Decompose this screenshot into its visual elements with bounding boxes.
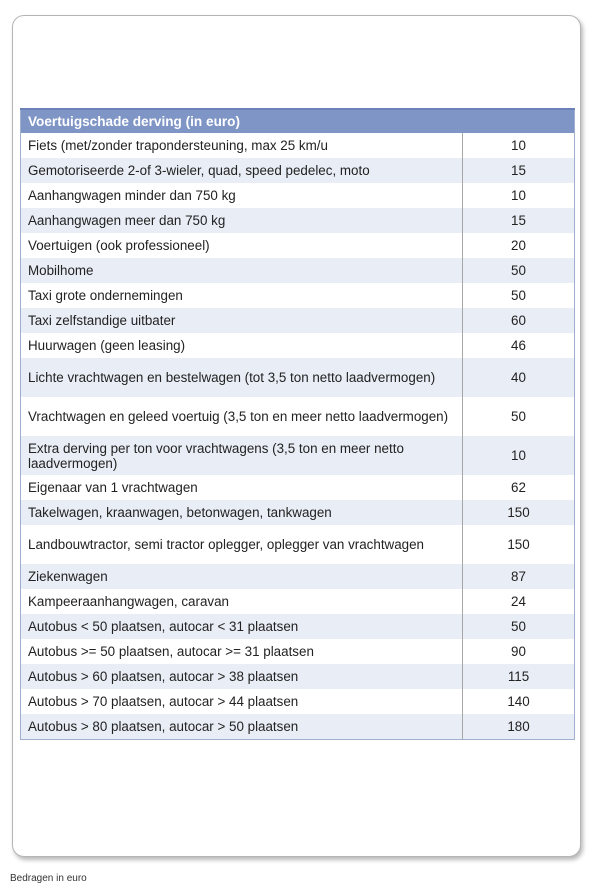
row-label: Vrachtwagen en geleed voertuig (3,5 ton en meer netto laadvermogen) [21,397,463,436]
table-row [21,308,575,333]
table-row [21,564,575,589]
table-row [21,589,575,614]
row-label: Autobus > 70 plaatsen, autocar > 44 plaatsen [21,689,463,714]
vehicle-damage-table [20,108,575,740]
row-label: Mobilhome [21,258,463,283]
table-card [12,15,581,857]
table-row [21,525,575,564]
caption: Bedragen in euro [10,873,87,884]
table-header: Voertuigschade derving (in euro) [21,109,575,133]
row-label: Gemotoriseerde 2-of 3-wieler, quad, speed pedelec, moto [21,158,463,183]
table-row [21,333,575,358]
row-value: 10 [463,183,575,208]
table-row [21,475,575,500]
row-value: 50 [463,283,575,308]
row-value: 15 [463,208,575,233]
table-row [21,183,575,208]
row-label: Autobus > 60 plaatsen, autocar > 38 plaatsen [21,664,463,689]
table-row [21,133,575,158]
row-label: Taxi grote ondernemingen [21,283,463,308]
row-label: Aanhangwagen minder dan 750 kg [21,183,463,208]
row-label: Extra derving per ton voor vrachtwagens (3,5 ton en meer netto laadvermogen) [21,436,463,475]
table-row [21,436,575,475]
table-row [21,283,575,308]
row-label: Voertuigen (ook professioneel) [21,233,463,258]
row-value: 150 [463,500,575,525]
row-label: Eigenaar van 1 vrachtwagen [21,475,463,500]
row-value: 24 [463,589,575,614]
table-row [21,639,575,664]
row-value: 115 [463,664,575,689]
table-row [21,233,575,258]
row-value: 150 [463,525,575,564]
table-row [21,258,575,283]
table-row [21,158,575,183]
row-value: 40 [463,358,575,397]
row-value: 90 [463,639,575,664]
row-value: 60 [463,308,575,333]
row-label: Fiets (met/zonder trapondersteuning, max 25 km/u [21,133,463,158]
row-value: 62 [463,475,575,500]
row-label: Taxi zelfstandige uitbater [21,308,463,333]
row-label: Aanhangwagen meer dan 750 kg [21,208,463,233]
row-label: Takelwagen, kraanwagen, betonwagen, tankwagen [21,500,463,525]
table-row [21,208,575,233]
table-header-row [21,109,575,133]
table-row [21,614,575,639]
row-label: Autobus > 80 plaatsen, autocar > 50 plaatsen [21,714,463,740]
row-label: Ziekenwagen [21,564,463,589]
row-label: Lichte vrachtwagen en bestelwagen (tot 3,5 ton netto laadvermogen) [21,358,463,397]
row-value: 50 [463,614,575,639]
row-value: 180 [463,714,575,740]
table-row [21,358,575,397]
row-label: Autobus < 50 plaatsen, autocar < 31 plaatsen [21,614,463,639]
row-label: Kampeeraanhangwagen, caravan [21,589,463,614]
table-body [21,133,575,740]
row-value: 50 [463,258,575,283]
table-row [21,714,575,740]
row-value: 50 [463,397,575,436]
table-row [21,397,575,436]
row-label: Landbouwtractor, semi tractor oplegger, oplegger van vrachtwagen [21,525,463,564]
table-row [21,689,575,714]
row-value: 20 [463,233,575,258]
row-value: 15 [463,158,575,183]
row-value: 46 [463,333,575,358]
row-value: 87 [463,564,575,589]
row-label: Huurwagen (geen leasing) [21,333,463,358]
row-value: 140 [463,689,575,714]
table-row [21,664,575,689]
table-row [21,500,575,525]
row-label: Autobus >= 50 plaatsen, autocar >= 31 plaatsen [21,639,463,664]
row-value: 10 [463,436,575,475]
row-value: 10 [463,133,575,158]
